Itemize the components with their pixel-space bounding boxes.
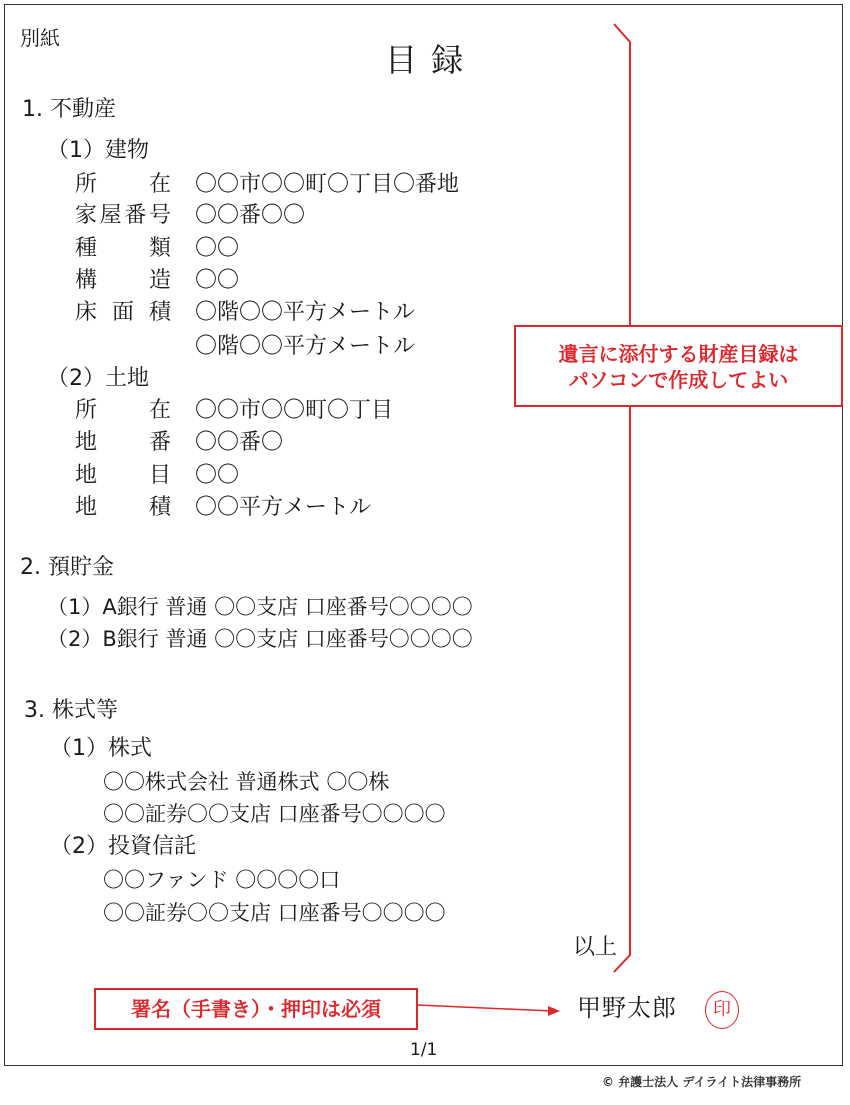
- note-signature-required: 署名（手書き）・押印は必須: [94, 988, 418, 1030]
- row-label: 種類: [75, 236, 171, 261]
- row-value: 〇〇市〇〇町〇丁目: [195, 398, 394, 423]
- subsection-heading-trust: （2）投資信託: [50, 834, 196, 859]
- subsection-heading-land: （2）土地: [47, 366, 149, 391]
- section-heading-real-estate: 1. 不動産: [22, 97, 116, 122]
- note-pc-allowed: [514, 325, 843, 407]
- subsection-heading-stock: （1）株式: [50, 736, 152, 761]
- row-value: 〇〇平方メートル: [195, 495, 372, 520]
- row-value: 〇〇: [195, 268, 240, 293]
- row-label: 地積: [75, 495, 171, 520]
- document-title: 目 録: [385, 41, 466, 79]
- note-line: パソコンで作成してよい: [568, 368, 789, 392]
- row-label: 床面積: [75, 300, 171, 325]
- row-value: 〇〇番〇: [195, 430, 284, 455]
- subsection-heading-building: （1）建物: [47, 138, 149, 163]
- arrow-shaft: [418, 1005, 552, 1011]
- row-value: 〇〇: [195, 463, 240, 488]
- note-line: 遺言に添付する財産目録は: [558, 342, 799, 366]
- stock-line: 〇〇証券〇〇支店 口座番号〇〇〇〇: [103, 802, 446, 826]
- closing-mark: 以上: [573, 935, 618, 960]
- stock-line: 〇〇株式会社 普通株式 〇〇株: [103, 770, 390, 794]
- page-number: 1/1: [410, 1040, 438, 1060]
- row-label: 地番: [75, 430, 171, 455]
- row-label: 地目: [75, 463, 171, 488]
- trust-line: 〇〇証券〇〇支店 口座番号〇〇〇〇: [103, 901, 446, 925]
- row-label: 家屋番号: [75, 203, 171, 228]
- row-label: 構造: [75, 268, 171, 293]
- section-heading-stocks: 3. 株式等: [24, 698, 118, 723]
- arrow-head: [548, 1006, 560, 1016]
- deposit-item: （1）A銀行 普通 〇〇支店 口座番号〇〇〇〇: [47, 595, 473, 619]
- row-value: 〇〇市〇〇町〇丁目〇番地: [195, 172, 460, 197]
- deposit-item: （2）B銀行 普通 〇〇支店 口座番号〇〇〇〇: [47, 627, 473, 651]
- row-value: 〇〇番〇〇: [195, 203, 306, 228]
- row-label: 所在: [75, 398, 171, 423]
- row-label: 所在: [75, 172, 171, 197]
- section-heading-deposits: 2. 預貯金: [20, 555, 114, 580]
- row-value: 〇〇: [195, 236, 240, 261]
- attachment-label: 別紙: [20, 26, 60, 50]
- copyright-notice: © 弁護士法人 デイライト法律事務所: [602, 1075, 802, 1089]
- row-value: 〇階〇〇平方メートル: [195, 300, 416, 325]
- signature-name: 甲野太郎: [577, 994, 677, 1022]
- seal-stamp: 印: [705, 991, 739, 1029]
- trust-line: 〇〇ファンド 〇〇〇〇口: [103, 868, 341, 892]
- bracket-line: [614, 24, 630, 972]
- row-value: 〇階〇〇平方メートル: [195, 334, 416, 359]
